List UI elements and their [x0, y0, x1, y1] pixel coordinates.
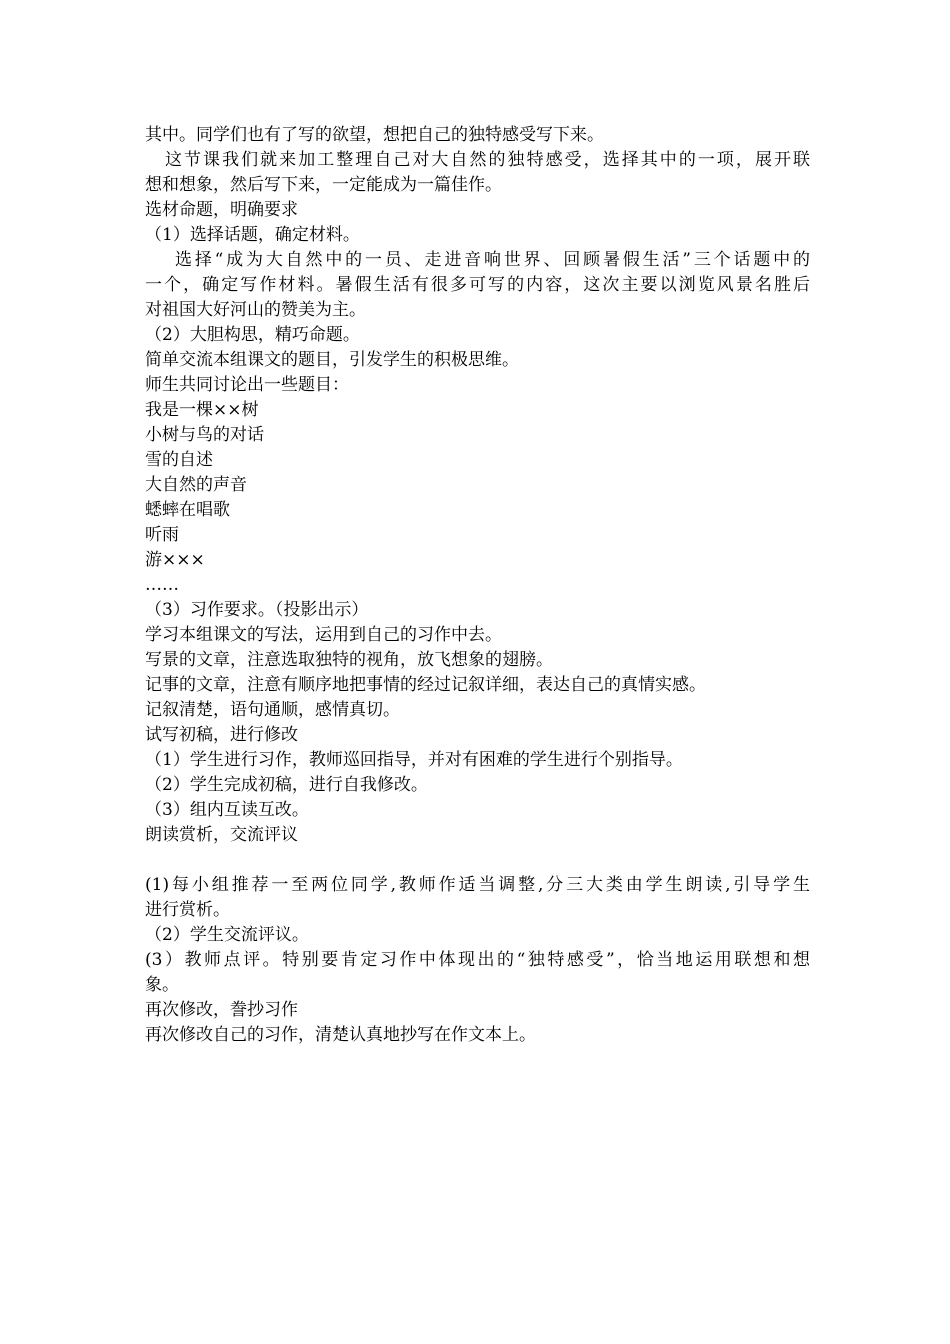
text-line: 蟋蟀在唱歌: [145, 500, 230, 520]
text-line: 记事的文章，注意有顺序地把事情的经过记叙详细，表达自己的真情实感。: [145, 675, 706, 695]
text-line: （2）学生完成初稿，进行自我修改。: [145, 775, 428, 795]
text-line: (1)每小组推荐一至两位同学,教师作适当调整,分三大类由学生朗读,引导学生: [145, 875, 810, 895]
text-line: 朗读赏析，交流评议: [145, 825, 298, 845]
text-line: （1）学生进行习作，教师巡回指导，并对有困难的学生进行个别指导。: [145, 750, 683, 770]
text-line: （2）大胆构思，精巧命题。: [145, 325, 360, 345]
text-line: 记叙清楚，语句通顺，感情真切。: [145, 700, 400, 720]
text-line: 小树与鸟的对话: [145, 425, 264, 445]
text-line: 听雨: [145, 525, 179, 545]
text-line: 其中。同学们也有了写的欲望，想把自己的独特感受写下来。: [145, 125, 604, 145]
text-line: 这节课我们就来加工整理自己对大自然的独特感受，选择其中的一项，展开联: [165, 150, 810, 170]
text-line: 再次修改，誊抄习作: [145, 1000, 298, 1020]
text-line: 雪的自述: [145, 450, 213, 470]
text-line: （2）学生交流评议。: [145, 925, 309, 945]
text-line: 游×××: [145, 550, 205, 570]
text-line: 试写初稿，进行修改: [145, 725, 298, 745]
text-line: （3）习作要求。（投影出示）: [145, 600, 369, 620]
blank-line: [145, 848, 810, 873]
text-line: 进行赏析。: [145, 900, 230, 920]
text-line: 我是一棵××树: [145, 400, 259, 420]
text-line: （3）组内互读互改。: [145, 800, 309, 820]
document-body: [145, 123, 810, 1048]
text-line: 再次修改自己的习作，清楚认真地抄写在作文本上。: [145, 1025, 536, 1045]
text-line: 选择“成为大自然中的一员、走进音响世界、回顾暑假生活”三个话题中的: [175, 250, 810, 270]
text-line: （1）选择话题，确定材料。: [145, 225, 360, 245]
text-line: 一个，确定写作材料。暑假生活有很多可写的内容，这次主要以浏览风景名胜后: [145, 275, 810, 295]
text-line: 写景的文章，注意选取独特的视角，放飞想象的翅膀。: [145, 650, 553, 670]
text-line: 学习本组课文的写法，运用到自己的习作中去。: [145, 625, 502, 645]
text-line: ……: [145, 575, 179, 595]
text-line: 对祖国大好河山的赞美为主。: [145, 300, 366, 320]
text-line: 象。: [145, 975, 179, 995]
text-line: 师生共同讨论出一些题目：: [145, 375, 349, 395]
text-line: (3）教师点评。特别要肯定习作中体现出的“独特感受”，恰当地运用联想和想: [145, 950, 810, 970]
text-line: 想和想象，然后写下来，一定能成为一篇佳作。: [145, 175, 502, 195]
text-line: 大自然的声音: [145, 475, 247, 495]
text-line: 选材命题，明确要求: [145, 200, 298, 220]
text-line: 简单交流本组课文的题目，引发学生的积极思维。: [145, 350, 519, 370]
